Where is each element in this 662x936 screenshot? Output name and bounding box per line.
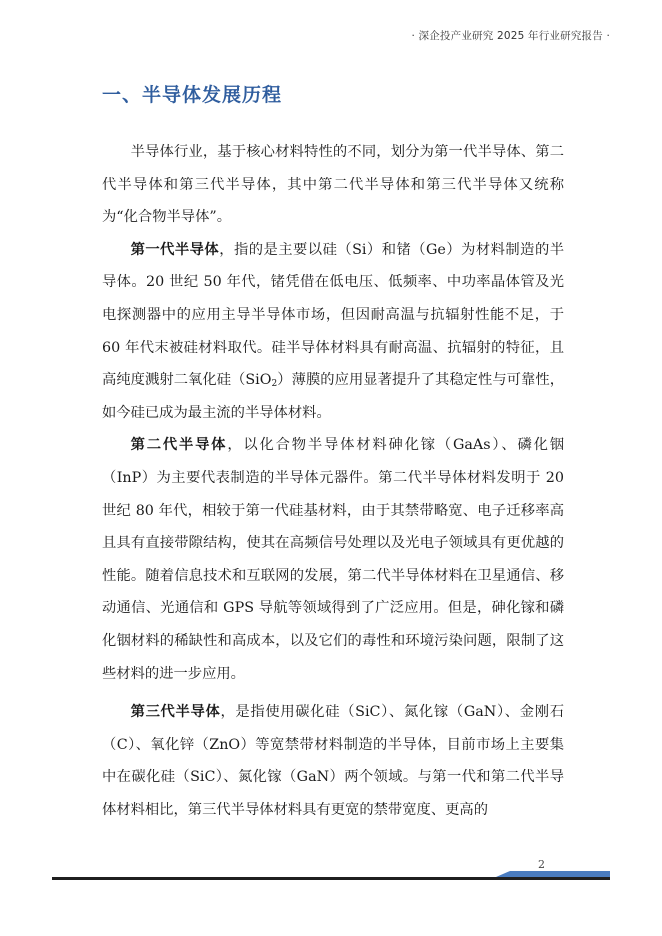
intro-paragraph: 半导体行业，基于核心材料特性的不同，划分为第一代半导体、第二代半导体和第三代半导体，其中第二代半导体和第三代半导体又统称为“化合物半导体”。 (102, 144, 564, 226)
subscript-two: 2 (271, 379, 278, 390)
second-gen-text: ，以化合物半导体材料砷化镓（GaAs）、磷化铟（InP）为主要代表制造的半导体元器件。第二代半导体材料发明于 20 世纪 80 年代，相较于第一代硅基材料，由于其禁带略宽、电子迁移率高且具有直接带隙结构，使其在高频信号处理以及光电子领域具有更优越的性能。随着信息技术和互联网的发展，第二代半导体材料在卫星通信、移动通信、光通信和 GPS 导航等领域得到了广泛应用。但是，砷化镓和磷化铟材料的稀缺性和高成本，以及它们的毒性和环境污染问题，限制了这些材料的进一步应用。 (102, 437, 564, 682)
first-gen-paragraph (102, 234, 564, 430)
body-text (102, 136, 564, 826)
second-gen-paragraph (102, 429, 564, 690)
third-gen-paragraph (102, 696, 564, 826)
footer-rule (52, 877, 610, 880)
report-header: · 深企投产业研究 2025 年行业研究报告 · (411, 30, 610, 42)
third-gen-text: ，是指使用碳化硅（SiC）、氮化镓（GaN）、金刚石（C）、氧化锌（ZnO）等宽禁带材料制造的半导体，目前市场上主要集中在碳化硅（SiC）、氮化镓（GaN）两个领域。与第一代和第二代半导体材料相比，第三代半导体材料具有更宽的禁带宽度、更高的 (102, 704, 565, 818)
second-gen-term: 第二代半导体 (130, 437, 228, 454)
first-gen-text-a: ，指的是主要以硅（Si）和锗（Ge）为材料制造的半导体。20 世纪 50 年代，锗凭借在低电压、低频率、中功率晶体管及光电探测器中的应用主导半导体市场，但因耐高温与抗辐射性能不足，于 60 年代末被硅材料取代。硅半导体材料具有耐高温、抗辐射的特征，且高纯度溅射二氧化硅（SiO (102, 241, 565, 389)
third-gen-term: 第三代半导体 (130, 704, 221, 721)
page-number: 2 (538, 858, 545, 871)
first-gen-text-b: ）薄膜的应用显著提升了其稳定性与可靠性，如今硅已成为最主流的半导体材料。 (102, 372, 564, 421)
section-heading: 一、半导体发展历程 (102, 84, 283, 106)
first-gen-term: 第一代半导体 (130, 241, 220, 258)
